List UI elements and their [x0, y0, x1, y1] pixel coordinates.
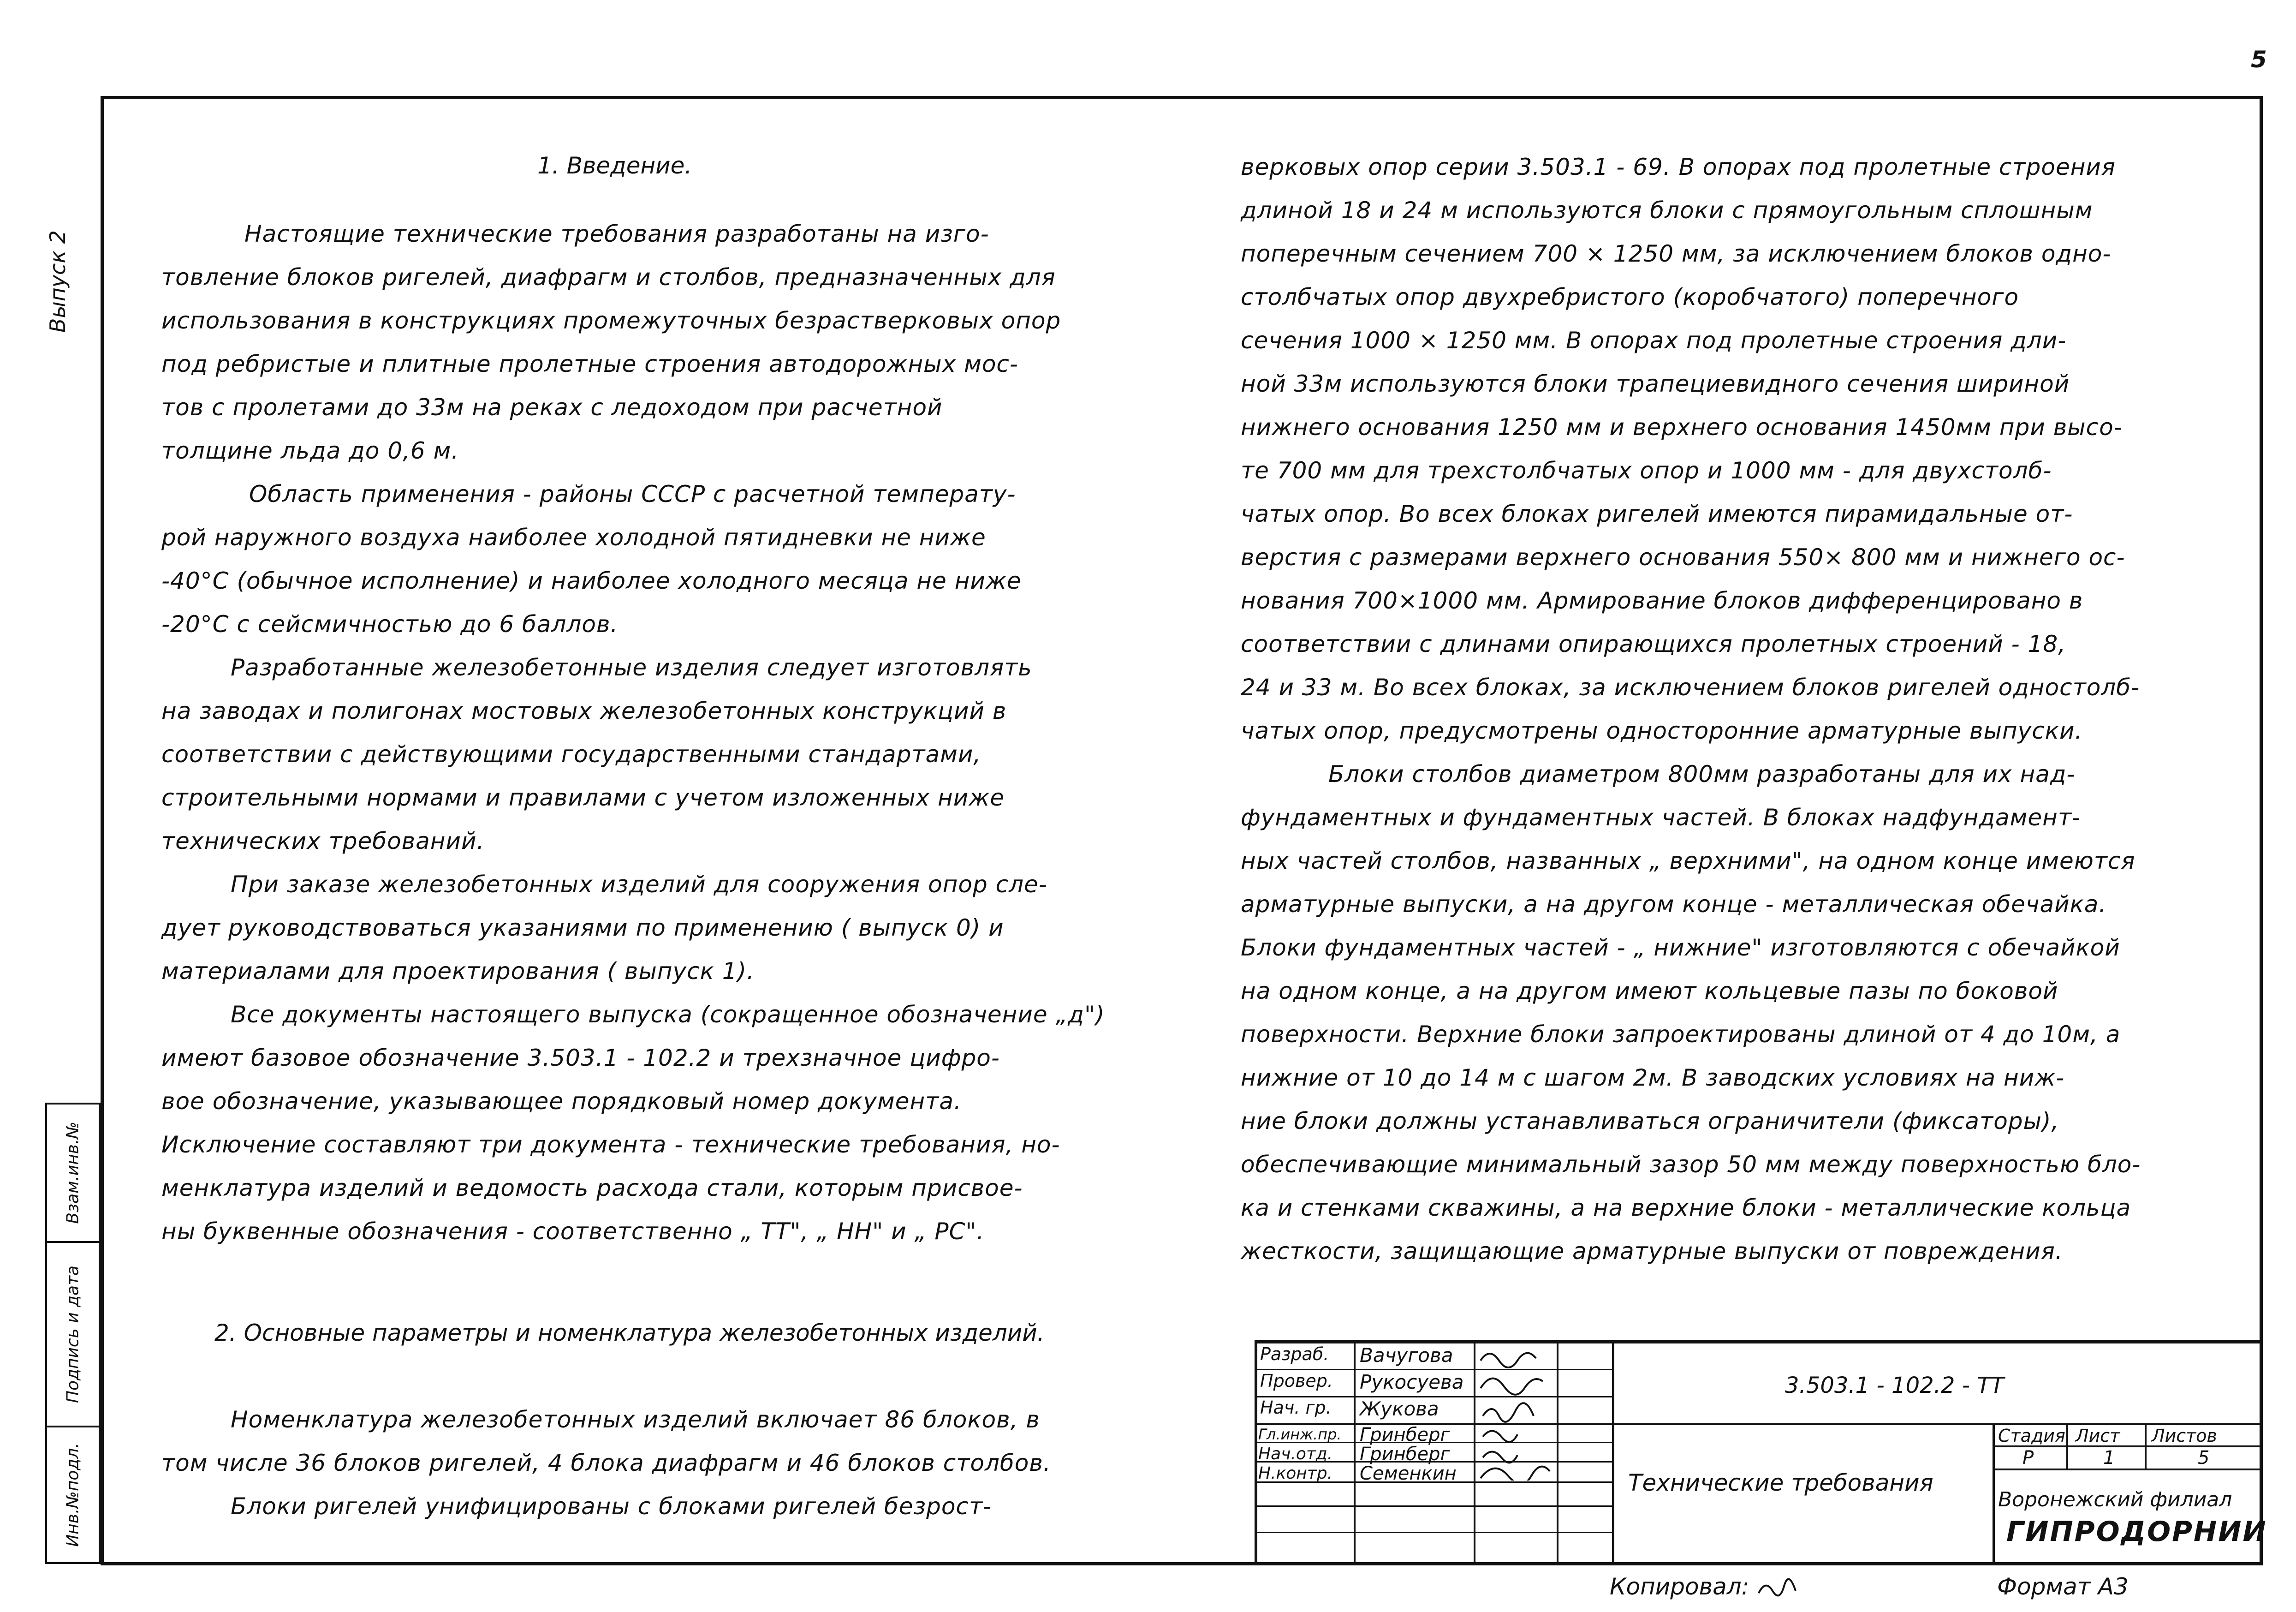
text-line: ние блоки должны устанавливаться ограничители (фиксаторы), — [1241, 1108, 2059, 1134]
tb-name: Вачугова — [1360, 1344, 1453, 1367]
side-stamp — [45, 1103, 101, 1564]
text-line: ны буквенные обозначения - соответственно „ ТТ", „ НН" и „ РС". — [161, 1218, 985, 1245]
paper-format: Формат А3 — [1997, 1573, 2129, 1600]
tb-border — [1255, 1340, 2263, 1343]
text-line: фундаментных и фундаментных частей. В блоках надфундамент- — [1241, 804, 2081, 831]
tb-grid-line — [2066, 1423, 2068, 1469]
text-line: Настоящие технические требования разработаны на изго- — [244, 221, 989, 247]
text-line: имеют базовое обозначение 3.503.1 - 102.2 и трехзначное цифро- — [161, 1045, 1000, 1071]
text-line: товление блоков ригелей, диафрагм и столбов, предназначенных для — [161, 264, 1056, 291]
text-line: те 700 мм для трехстолбчатых опор и 1000 мм - для двухстолб- — [1241, 457, 2052, 484]
signatures — [1476, 1342, 1554, 1481]
text-line: на одном конце, а на другом имеют кольцевые пазы по боковой — [1241, 978, 2058, 1004]
sheets-header: Листов — [2152, 1426, 2217, 1446]
tb-grid-line — [1255, 1369, 1612, 1370]
stage-header: Стадия — [1998, 1426, 2065, 1446]
stage-value: Р — [2022, 1447, 2034, 1469]
text-line: поверхности. Верхние блоки запроектированы длиной от 4 до 10м, а — [1241, 1021, 2121, 1048]
text-line: Исключение составляют три документа - технические требования, но- — [161, 1131, 1060, 1158]
text-line: Область применения - районы СССР с расчетной температу- — [249, 481, 1016, 507]
text-line: ка и стенками скважины, а на верхние блоки - металлические кольца — [1241, 1194, 2131, 1221]
text-line: Все документы настоящего выпуска (сокращенное обозначение „д") — [231, 1001, 1105, 1028]
title-block — [1255, 1340, 2267, 1565]
text-line: сечения 1000 × 1250 мм. В опорах под пролетные строения дли- — [1241, 327, 2067, 354]
copied-by — [1610, 1573, 1798, 1600]
tb-grid-line — [1993, 1469, 2263, 1470]
section1-heading: 1. Введение. — [537, 152, 692, 179]
document-designation: 3.503.1 - 102.2 - ТТ — [1785, 1373, 2004, 1398]
text-line: на заводах и полигонах мостовых железобетонных конструкций в — [161, 698, 1007, 724]
signature-stroke — [1759, 1579, 1796, 1595]
copied-label: Копировал: — [1610, 1573, 1749, 1600]
text-line: толщине льда до 0,6 м. — [161, 437, 459, 464]
text-line: под ребристые и плитные пролетные строения автодорожных мос- — [161, 351, 1018, 377]
issue-label: Выпуск 2 — [45, 230, 70, 333]
text-line: тов с пролетами до 33м на реках с ледоходом при расчетной — [161, 394, 943, 421]
side-stamp-cell — [45, 1426, 101, 1564]
side-stamp-label: Инв.№подл. — [63, 1443, 83, 1547]
signature-stroke — [1481, 1467, 1550, 1481]
signature-stroke — [1483, 1431, 1517, 1442]
text-line: нижние от 10 до 14 м с шагом 2м. В заводских условиях на ниж- — [1241, 1064, 2065, 1091]
text-line: Разработанные железобетонные изделия следует изготовлять — [231, 654, 1032, 681]
signature-stroke — [1481, 1379, 1543, 1395]
text-line: соответствии с действующими государственными стандартами, — [161, 741, 981, 768]
organization-name: Воронежский филиал — [1998, 1488, 2232, 1511]
text-line: Номенклатура железобетонных изделий включает 86 блоков, в — [231, 1406, 1040, 1433]
section2-heading: 2. Основные параметры и номенклатура железобетонных изделий. — [214, 1319, 1045, 1346]
text-line: арматурные выпуски, а на другом конце - металлическая обечайка. — [1241, 891, 2107, 918]
text-line: строительными нормами и правилами с учетом изложенных ниже — [161, 784, 1005, 811]
text-line: чатых опор, предусмотрены односторонние арматурные выпуски. — [1241, 717, 2083, 744]
text-line: 24 и 33 м. Во всех блоках, за исключением блоков ригелей одностолб- — [1241, 674, 2140, 701]
text-line: Блоки фундаментных частей - „ нижние" изготовляются с обечайкой — [1241, 934, 2120, 961]
text-line: соответствии с длинами опирающихся пролетных строений - 18, — [1241, 631, 2066, 657]
side-stamp-cell — [45, 1241, 101, 1426]
side-stamp-cell — [45, 1103, 101, 1241]
text-line: Блоки ригелей унифицированы с блоками ригелей безрост- — [231, 1493, 992, 1520]
text-line: использования в конструкциях промежуточных безрастверковых опор — [161, 307, 1061, 334]
text-line: дует руководствоваться указаниями по применению ( выпуск 0) и — [161, 914, 1004, 941]
side-stamp-label: Подпись и дата — [63, 1265, 83, 1403]
text-line: ной 33м используются блоки трапециевидного сечения шириной — [1241, 370, 2070, 397]
text-line: рой наружного воздуха наиболее холодной пятидневки не ниже — [161, 524, 986, 551]
tb-role: Разраб. — [1260, 1344, 1329, 1364]
signature-stroke — [1481, 1353, 1536, 1367]
tb-name: Семенкин — [1360, 1463, 1457, 1484]
sheet-header: Лист — [2076, 1426, 2120, 1446]
signature-stroke — [1483, 1452, 1517, 1463]
sheets-value: 5 — [2198, 1447, 2210, 1469]
tb-grid-line — [1993, 1423, 1995, 1565]
sheet-value: 1 — [2103, 1447, 2115, 1469]
copier-signature — [1756, 1577, 1798, 1600]
text-line: ных частей столбов, названных „ верхними", на одном конце имеются — [1241, 848, 2135, 874]
vertical-issue-title — [44, 208, 71, 355]
tb-grid-line — [2145, 1423, 2147, 1469]
text-line: технических требований. — [161, 828, 485, 854]
text-line: нования 700×1000 мм. Армирование блоков дифференцировано в — [1241, 587, 2083, 614]
text-line: верстия с размерами верхнего основания 550× 800 мм и нижнего ос- — [1241, 544, 2125, 571]
side-stamp-label: Взам.инв.№ — [63, 1122, 83, 1224]
tb-grid-line — [1612, 1340, 1614, 1565]
tb-role: Н.контр. — [1258, 1464, 1333, 1483]
text-line: столбчатых опор двухребристого (коробчатого) поперечного — [1241, 284, 2019, 310]
section1-text — [161, 212, 1105, 1253]
page-number: 5 — [2251, 46, 2267, 73]
tb-role: Провер. — [1260, 1371, 1333, 1391]
text-line: верковых опор серии 3.503.1 - 69. В опорах под пролетные строения — [1241, 154, 2116, 180]
text-line: материалами для проектирования ( выпуск 1). — [161, 958, 755, 985]
organization-abbr: ГИПРОДОРНИИ — [2006, 1516, 2267, 1548]
tb-grid-line — [1255, 1532, 1612, 1533]
tb-name: Рукосуева — [1360, 1371, 1464, 1393]
tb-role: Нач. гр. — [1260, 1397, 1332, 1418]
document-name: Технические требования — [1628, 1469, 1933, 1496]
text-line: -20°С с сейсмичностью до 6 баллов. — [161, 611, 619, 638]
text-line: том числе 36 блоков ригелей, 4 блока диафрагм и 46 блоков столбов. — [161, 1450, 1051, 1476]
text-line: нижнего основания 1250 мм и верхнего основания 1450мм при высо- — [1241, 414, 2123, 441]
signature-stroke — [1483, 1403, 1534, 1422]
text-line: жесткости, защищающие арматурные выпуски от повреждения. — [1241, 1238, 2063, 1265]
text-line: длиной 18 и 24 м используются блоки с прямоугольным сплошным — [1241, 197, 2093, 224]
tb-name: Гринберг — [1360, 1424, 1450, 1445]
text-line: обеспечивающие минимальный зазор 50 мм между поверхностью бло- — [1241, 1151, 2141, 1178]
text-line: Блоки столбов диаметром 800мм разработаны для их над- — [1328, 761, 2076, 788]
text-line: поперечным сечением 700 × 1250 мм, за исключением блоков одно- — [1241, 240, 2112, 267]
tb-grid-line — [1255, 1505, 1612, 1507]
tb-name: Гринберг — [1360, 1444, 1450, 1465]
text-line: менклатура изделий и ведомость расхода стали, которым присвое- — [161, 1175, 1023, 1201]
right-column-text — [1241, 145, 2141, 1273]
text-line: При заказе железобетонных изделий для сооружения опор сле- — [231, 871, 1047, 898]
text-line: -40°С (обычное исполнение) и наиболее холодного месяца не ниже — [161, 567, 1022, 594]
section2-text — [161, 1398, 1051, 1528]
tb-role: Нач.отд. — [1258, 1445, 1333, 1463]
text-line: чатых опор. Во всех блоках ригелей имеются пирамидальные от- — [1241, 501, 2073, 527]
tb-role: Гл.инж.пр. — [1258, 1426, 1342, 1443]
text-line: вое обозначение, указывающее порядковый номер документа. — [161, 1088, 962, 1115]
tb-name: Жукова — [1360, 1397, 1439, 1420]
